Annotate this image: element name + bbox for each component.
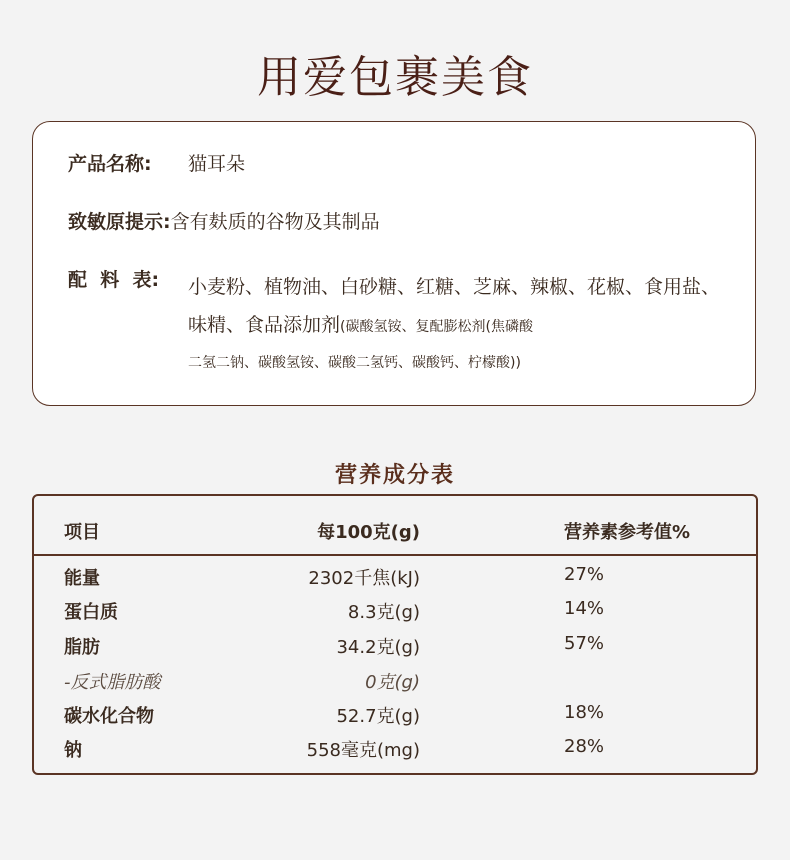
table-row <box>34 594 756 628</box>
allergen-row <box>68 210 735 234</box>
header-nrv: 营养素参考值% <box>564 522 691 543</box>
table-row <box>34 629 756 663</box>
product-name-row <box>68 152 735 176</box>
ingredients-label: 配 料 表: <box>68 269 160 291</box>
ingredients-main: 小麦粉、植物油、白砂糖、红糖、芝麻、辣椒、花椒、食用盐、味精、食品添加剂 <box>188 276 721 336</box>
row-item: 蛋白质 <box>64 602 118 623</box>
row-per100: 558毫克(mg) <box>306 740 420 761</box>
row-per100: 8.3克(g) <box>347 602 420 623</box>
product-name-label: 产品名称: <box>68 153 152 175</box>
page-title: 用爱包裹美食 <box>257 52 533 104</box>
table-row <box>34 732 756 766</box>
ingredients-additives-1: (碳酸氢铵、复配膨松剂(焦磷酸 <box>340 319 533 335</box>
row-item: 能量 <box>64 568 100 589</box>
row-item: -反式脂肪酸 <box>64 672 161 693</box>
ingredients-row <box>68 268 735 380</box>
row-item: 钠 <box>64 740 82 761</box>
ingredients-additives-2: 二氢二钠、碳酸氢铵、碳酸二氢钙、碳酸钙、柠檬酸)) <box>188 355 521 371</box>
table-row <box>34 698 756 732</box>
row-nrv: 14% <box>564 598 605 619</box>
table-row <box>34 560 756 594</box>
ingredients-text <box>188 268 735 380</box>
product-name-value: 猫耳朵 <box>188 153 246 175</box>
product-info-card <box>32 121 756 406</box>
row-per100: 0克(g) <box>365 672 420 693</box>
row-nrv: 57% <box>564 633 605 654</box>
nutrition-table <box>32 494 758 775</box>
table-row <box>34 664 756 698</box>
row-per100: 34.2克(g) <box>336 637 420 658</box>
row-nrv: 28% <box>564 736 605 757</box>
header-item: 项目 <box>64 522 100 543</box>
allergen-value: 含有麸质的谷物及其制品 <box>170 211 380 233</box>
row-nrv: 27% <box>564 564 605 585</box>
allergen-label: 致敏原提示: <box>68 211 171 233</box>
header-per100: 每100克(g) <box>317 522 420 543</box>
row-per100: 2302千焦(kJ) <box>308 568 420 589</box>
row-item: 碳水化合物 <box>64 706 154 727</box>
row-per100: 52.7克(g) <box>336 706 420 727</box>
nutrition-title: 营养成分表 <box>334 463 455 488</box>
row-item: 脂肪 <box>64 637 100 658</box>
row-nrv: 18% <box>564 702 605 723</box>
nutrition-header-row <box>34 496 756 556</box>
